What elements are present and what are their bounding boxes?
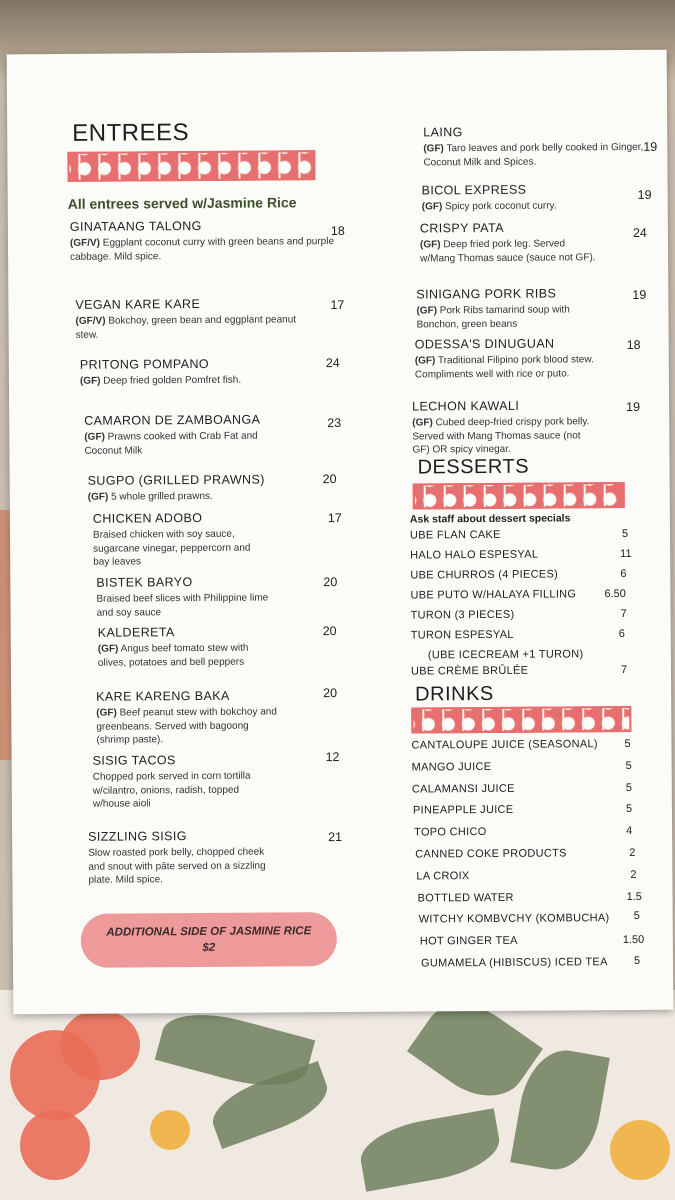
menu-item-price: 18: [626, 337, 641, 352]
menu-item: [75, 296, 305, 342]
menu-item: [88, 472, 288, 504]
dessert-item-price: 6: [618, 628, 625, 641]
drink-item-name: HOT GINGER TEA: [419, 934, 518, 948]
menu-item-name: CHICKEN ADOBO: [92, 510, 203, 526]
menu-item-price: 12: [325, 750, 340, 765]
menu-item: [70, 218, 345, 264]
menu-item: [96, 688, 281, 747]
dessert-item-name: UBE PUTO W/HALAYA FILLING: [410, 588, 577, 602]
menu-item-price: 20: [323, 575, 338, 590]
dessert-item-price: 6: [620, 568, 627, 581]
menu-item: [84, 412, 274, 457]
menu-item-price: 20: [323, 686, 338, 701]
menu-item-desc: (GF) Angus beef tomato stew with olives, potatoes and bell peppers: [97, 642, 249, 669]
menu-item-price: 17: [330, 297, 345, 313]
menu-item: [96, 574, 276, 619]
menu-item-name: CRISPY PATA: [419, 220, 504, 236]
drink-item-name: TOPO CHICO: [414, 825, 487, 839]
menu-item: [93, 753, 268, 812]
desserts-lattice-banner: [413, 482, 625, 509]
dessert-item-price: 5: [621, 527, 629, 541]
drink-item-price: 2: [629, 846, 636, 859]
menu-item-desc: (GF) 5 whole grilled prawns.: [87, 490, 213, 503]
dessert-item-name: TURON ESPESYAL: [410, 628, 514, 642]
menu-item: [98, 625, 263, 670]
menu-item-desc: Braised beef slices with Philippine lime and soy sauce: [96, 592, 269, 619]
menu-item-price: 24: [632, 225, 647, 240]
drink-item-name: PINEAPPLE JUICE: [412, 803, 514, 817]
menu-item-price: 20: [322, 472, 337, 487]
menu-item-name: ODESSA'S DINUGUAN: [414, 336, 555, 352]
menu-item-name: SUGPO (GRILLED PRAWNS): [87, 472, 265, 488]
drink-item-name: CALAMANSI JUICE: [411, 782, 515, 796]
menu-item-desc: (GF) Deep fried pork leg. Served w/Mang Thomas sauce (sauce not GF).: [419, 238, 596, 264]
drink-item-name: CANNED COKE PRODUCTS: [415, 847, 567, 861]
dessert-item-name: UBE CHURROS (4 PIECES): [410, 568, 559, 582]
menu-item-name: SIZZLING SISIG: [88, 829, 187, 844]
dessert-item-name: (UBE ICECREAM +1 TURON): [427, 648, 584, 662]
menu-item-desc: (GF) Pork Ribs tamarind soup with Bonchon, green beans: [416, 304, 570, 330]
drink-item-price: 5: [633, 909, 640, 922]
menu-item-price: 17: [327, 510, 342, 526]
menu-item-price: 19: [626, 399, 641, 414]
menu-item-desc: (GF) Spicy pork coconut curry.: [421, 200, 557, 213]
menu-item-name: VEGAN KARE KARE: [75, 296, 201, 312]
entrees-lattice-banner: [67, 150, 315, 182]
dessert-item-name: HALO HALO ESPESYAL: [410, 548, 539, 562]
menu-item-name: KALDERETA: [97, 625, 175, 640]
menu-item-price: 23: [327, 415, 342, 431]
menu-item: [80, 356, 280, 388]
menu-item-desc: (GF) Deep fried golden Pomfret fish.: [79, 374, 242, 387]
menu-item: [88, 829, 268, 888]
menu-item-name: CAMARON DE ZAMBOANGA: [84, 412, 261, 428]
drink-item-price: 2: [630, 868, 637, 881]
menu-item-desc: (GF/V) Eggplant coconut curry with green beans and purple cabbage. Mild spice.: [69, 236, 335, 263]
menu-item-desc: (GF) Taro leaves and pork belly cooked in Ginger, Coconut Milk and Spices.: [423, 141, 644, 168]
drink-item-price: 5: [625, 802, 633, 816]
menu-item-desc: (GF) Traditional Filipino pork blood stew. Compliments well with rice or puto.: [414, 354, 594, 380]
menu-item-price: 19: [637, 187, 652, 202]
menu-item: [416, 286, 586, 331]
menu-item-desc: (GF/V) Bokchoy, green bean and eggplant peanut stew.: [75, 314, 297, 341]
dessert-item-price: 6.50: [604, 588, 626, 601]
drink-item-price: 1.5: [626, 890, 642, 904]
dessert-item-price: 7: [620, 663, 628, 677]
dessert-item-name: UBE CRÈME BRÛLÉE: [410, 664, 529, 678]
menu-item-price: 20: [322, 624, 337, 639]
menu-item-name: LAING: [423, 125, 463, 140]
dessert-item-price: 11: [620, 547, 632, 561]
menu-item: [422, 182, 650, 214]
menu-item-name: SISIG TACOS: [92, 753, 176, 768]
dessert-item-name: TURON (3 PIECES): [410, 608, 515, 622]
drink-item-price: 5: [625, 759, 632, 773]
menu-item-name: BISTEK BARYO: [96, 575, 193, 590]
menu-item-price: 19: [643, 139, 658, 154]
menu-item: [415, 336, 615, 381]
menu-item-price: 19: [632, 287, 647, 302]
drinks-title: DRINKS: [415, 682, 494, 706]
drink-item-price: 5: [625, 781, 632, 795]
desserts-title: DESSERTS: [417, 455, 530, 479]
menu-item-desc: (GF) Beef peanut stew with bokchoy and greenbeans. Served with bagoong (shrimp paste).: [96, 706, 277, 746]
menu-item-name: KARE KARENG BAKA: [96, 688, 230, 704]
drink-item-name: CANTALOUPE JUICE (SEASONAL): [411, 738, 598, 752]
menu-item-desc: (GF) Prawns cooked with Crab Fat and Coconut Milk: [84, 430, 258, 457]
side-rice-note: ADDITIONAL SIDE OF JASMINE RICE $2: [81, 912, 337, 968]
drink-item-price: 1.50: [622, 933, 645, 947]
flower-decoration: [610, 1120, 670, 1180]
menu-item: [420, 220, 600, 265]
flower-decoration: [60, 1010, 140, 1080]
drink-item-name: WITCHY KOMBVCHY (KOMBUCHA): [418, 912, 610, 926]
menu-item-name: GINATAANG TALONG: [69, 218, 202, 234]
flower-decoration: [150, 1110, 190, 1150]
menu-item: [423, 124, 651, 170]
desserts-note: Ask staff about dessert specials: [409, 512, 571, 526]
drink-item-price: 5: [633, 954, 641, 967]
menu-item-desc: Braised chicken with soy sauce, sugarcane vinegar, peppercorn and bay leaves: [92, 528, 251, 568]
flower-decoration: [20, 1110, 90, 1180]
dessert-item-price: 7: [620, 608, 627, 621]
menu-item-price: 21: [328, 829, 343, 845]
menu-item-price: 24: [325, 355, 340, 371]
drink-item-name: MANGO JUICE: [411, 760, 492, 774]
drink-item-name: LA CROIX: [416, 870, 470, 883]
drink-item-name: BOTTLED WATER: [417, 891, 514, 905]
menu-item-name: PRITONG POMPANO: [79, 356, 210, 372]
menu-item: [93, 511, 263, 570]
entrees-title: ENTREES: [72, 119, 190, 147]
menu-item-desc: Chopped pork served in corn tortilla w/cilantro, onions, radish, topped w/house aioli: [92, 770, 251, 810]
menu-page: [7, 50, 674, 1015]
menu-item-desc: (GF) Cubed deep-fried crispy pork belly. Served with Mang Thomas sauce (not GF) OR spicy vinegar.: [412, 416, 590, 456]
drink-item-name: GUMAMELA (HIBISCUS) ICED TEA: [420, 956, 608, 970]
menu-item-price: 18: [330, 223, 345, 239]
menu-item: [412, 398, 597, 457]
floral-tablecloth: [0, 990, 675, 1200]
drink-item-price: 4: [626, 824, 633, 838]
drink-item-price: 5: [624, 737, 631, 751]
entrees-subtitle: All entrees served w/Jasmine Rice: [67, 194, 297, 212]
leaf-decoration: [356, 1108, 504, 1191]
dessert-item-name: UBE FLAN CAKE: [409, 528, 501, 542]
menu-item-desc: Slow roasted pork belly, chopped cheek and snout with pâte served on a sizzling plate. Mild spice.: [88, 846, 266, 886]
menu-item-name: LECHON KAWALI: [412, 398, 520, 414]
menu-item-name: SINIGANG PORK RIBS: [416, 286, 557, 302]
menu-item-name: BICOL EXPRESS: [421, 182, 527, 198]
drinks-lattice-banner: [411, 706, 631, 734]
